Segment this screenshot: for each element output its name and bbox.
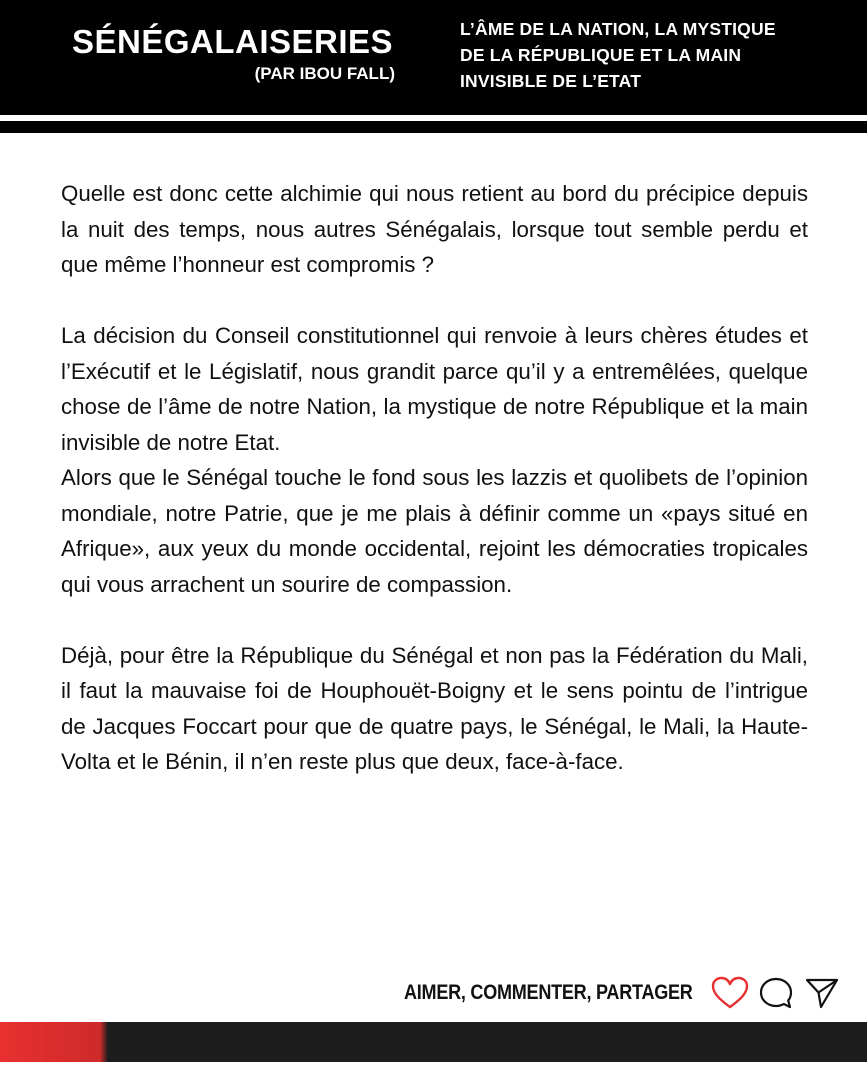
article-paragraph: Quelle est donc cette alchimie qui nous retient au bord du précipice depuis la nuit des temps, nous autres Sénégalais, lorsque tout semble perdu et que même l’honneur est compromis ? — [61, 181, 808, 277]
page-title: SÉNÉGALAISERIES — [72, 23, 394, 60]
tagline-line: DE LA RÉPUBLIQUE ET LA MAIN — [460, 45, 742, 65]
comment-icon[interactable] — [757, 974, 795, 1012]
article-paragraph: La décision du Conseil constitutionnel qui renvoie à leurs chères études et l’Exécutif et le Législatif, nous grandit parce qu’il y a entremêlées, quelque chose de l’âme de notre Nation, la mystique de notre République et la main invisible de notre Etat. — [61, 323, 808, 455]
social-actions — [357, 970, 841, 1016]
footer-bar — [0, 1022, 867, 1062]
tagline-line: INVISIBLE DE L’ETAT — [460, 71, 642, 91]
header-banner — [0, 0, 867, 115]
tagline-line: L’ÂME DE LA NATION, LA MYSTIQUE — [460, 19, 776, 39]
header-divider — [0, 121, 867, 133]
author-byline: (PAR IBOU FALL) — [254, 64, 395, 83]
header-tagline — [460, 16, 850, 94]
heart-icon[interactable] — [711, 974, 749, 1012]
article-body — [61, 176, 808, 780]
article-paragraph: Alors que le Sénégal touche le fond sous les lazzis et quolibets de l’opinion mondiale, notre Patrie, que je me plais à définir comme un «pays situé en Afrique», aux yeux du monde occidental, rejoint les démocraties tropicales qui vous arrachent un sourire de compassion. — [61, 465, 808, 597]
social-cta-label: AIMER, COMMENTER, PARTAGER — [404, 981, 693, 1004]
article-paragraph: Déjà, pour être la République du Sénégal et non pas la Fédération du Mali, il faut la mauvaise foi de Houphouët-Boigny et le sens pointu de l’intrigue de Jacques Foccart pour que de quatre pays, le Sénégal, le Mali, la Haute-Volta et le Bénin, il n’en reste plus que deux, face-à-face. — [61, 642, 808, 774]
share-icon[interactable] — [803, 974, 841, 1012]
